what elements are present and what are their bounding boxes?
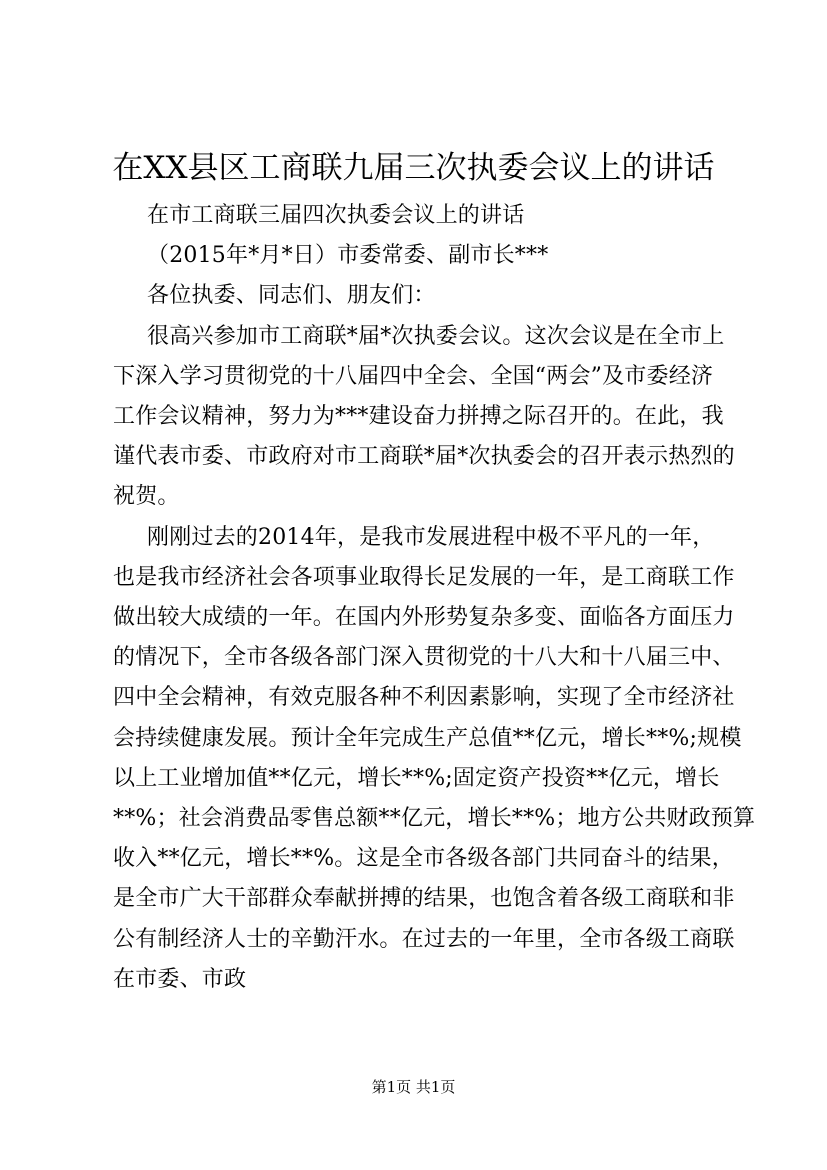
speech-subtitle: 在市工商联三届四次执委会议上的讲话 <box>147 203 525 228</box>
document-title: 在XX县区工商联九届三次执委会议上的讲话 <box>112 150 715 186</box>
paragraph-line: 会持续健康发展。预计全年完成生产总值**亿元，增长**%;规模 <box>113 725 742 751</box>
paragraph-line: 很高兴参加市工商联*届*次执委会议。这次会议是在全市上 <box>147 323 725 349</box>
paragraph-line: 刚刚过去的2014年，是我市发展进程中极不平凡的一年， <box>147 524 715 550</box>
page-footer: 第1页 共1页 <box>371 1078 456 1096</box>
paragraph-line: 祝贺。 <box>113 484 180 510</box>
paragraph-line: 谨代表市委、市政府对市工商联*届*次执委会的召开表示热烈的 <box>113 444 735 470</box>
paragraph-line: 下深入学习贯彻党的十八届四中全会、全国“两会”及市委经济 <box>113 363 714 389</box>
paragraph-line: 公有制经济人士的辛勤汗水。在过去的一年里，全市各级工商联 <box>113 926 735 952</box>
document-body <box>113 196 756 1000</box>
paragraph-line: 以上工业增加值**亿元，增长**%;固定资产投资**亿元，增长 <box>113 765 720 791</box>
paragraph-line: 工作会议精神，努力为***建设奋力拼搏之际召开的。在此，我 <box>113 404 724 430</box>
paragraph-2 <box>113 518 756 1000</box>
paragraph-line: 是全市广大干部群众奉献拼搏的结果，也饱含着各级工商联和非 <box>113 886 735 912</box>
paragraph-line: 的情况下，全市各级各部门深入贯彻党的十八大和十八届三中、 <box>113 645 735 671</box>
salutation: 各位执委、同志们、朋友们： <box>147 283 436 309</box>
paragraph-line: **%；社会消费品零售总额**亿元，增长**%；地方公共财政预算 <box>113 806 756 832</box>
paragraph-line: 在市委、市政 <box>113 966 247 992</box>
paragraph-line: 也是我市经济社会各项事业取得长足发展的一年，是工商联工作 <box>113 564 735 590</box>
paragraph-1 <box>113 317 741 518</box>
date-speaker-line: （2015年*月*日）市委常委、副市长*** <box>147 243 549 269</box>
paragraph-line: 收入**亿元，增长**%。这是全市各级各部门共同奋斗的结果， <box>113 846 734 872</box>
paragraph-line: 做出较大成绩的一年。在国内外形势复杂多变、面临各方面压力 <box>113 605 735 631</box>
paragraph-line: 四中全会精神，有效克服各种不利因素影响，实现了全市经济社 <box>113 685 735 711</box>
